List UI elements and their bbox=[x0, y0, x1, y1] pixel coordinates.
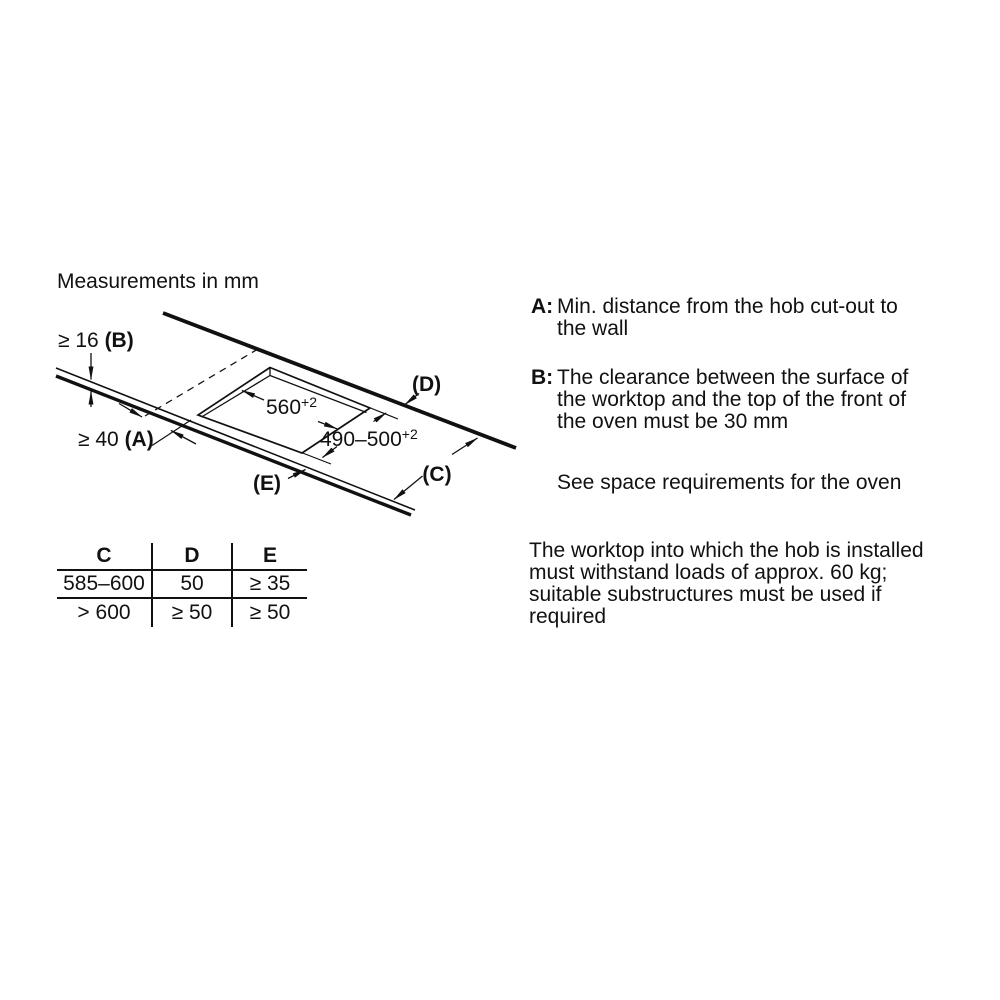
dim-a-label: ≥ 40 (A) bbox=[78, 428, 154, 451]
dim-b-label: ≥ 16 (B) bbox=[58, 329, 134, 352]
table-row bbox=[57, 571, 307, 599]
dim-c-arrow-bottom bbox=[394, 476, 423, 500]
page-title: Measurements in mm bbox=[57, 270, 259, 293]
dim-490-label: $490-500^{+2}$ bbox=[320, 426, 418, 451]
table-header-c: C bbox=[57, 543, 153, 571]
table-cell: > 600 bbox=[57, 599, 153, 627]
table-header-e: E bbox=[233, 543, 307, 571]
dim-490-arrow-top bbox=[374, 413, 387, 422]
table-cell: ≥ 50 bbox=[249, 601, 291, 624]
installation-diagram bbox=[0, 0, 540, 540]
table-header-row bbox=[57, 543, 307, 571]
cutout-inner-rim-left bbox=[202, 376, 271, 418]
label-c: (C) bbox=[422, 463, 452, 486]
note-load: The worktop into which the hob is installed must withstand loads of approx. 60 kg; suitable substructures must be used if required bbox=[529, 539, 924, 628]
table-cell: ≥ 50 bbox=[153, 599, 233, 627]
table-cell: 50 bbox=[153, 571, 233, 599]
table-cell: 585–600 bbox=[57, 571, 153, 599]
extension-line-left bbox=[152, 420, 191, 446]
dimensions-table bbox=[57, 543, 307, 627]
note-b bbox=[531, 367, 927, 433]
note-a-key: A: bbox=[531, 295, 554, 318]
note-see-space: See space requirements for the oven bbox=[557, 471, 902, 494]
label-e: (E) bbox=[253, 472, 281, 495]
table-cell: ≥ 35 bbox=[233, 571, 307, 599]
note-a bbox=[531, 296, 927, 340]
dim-a-arrow-right bbox=[171, 431, 196, 445]
note-a-text: Min. distance from the hob cut-out to the wall bbox=[557, 295, 898, 340]
note-b-key: B: bbox=[531, 366, 554, 389]
note-b-text: The clearance between the surface of the worktop and the top of the front of the oven must be 30 mm bbox=[557, 366, 909, 433]
dim-560-arrow-left bbox=[242, 391, 264, 401]
table-row bbox=[57, 599, 307, 627]
label-d: (D) bbox=[412, 373, 442, 396]
side-wall-dashed-line bbox=[145, 349, 258, 416]
dim-c-arrow-top bbox=[452, 438, 478, 455]
table-header-d: D bbox=[153, 543, 233, 571]
dim-560-label: $560^{+2}$ bbox=[266, 394, 318, 419]
